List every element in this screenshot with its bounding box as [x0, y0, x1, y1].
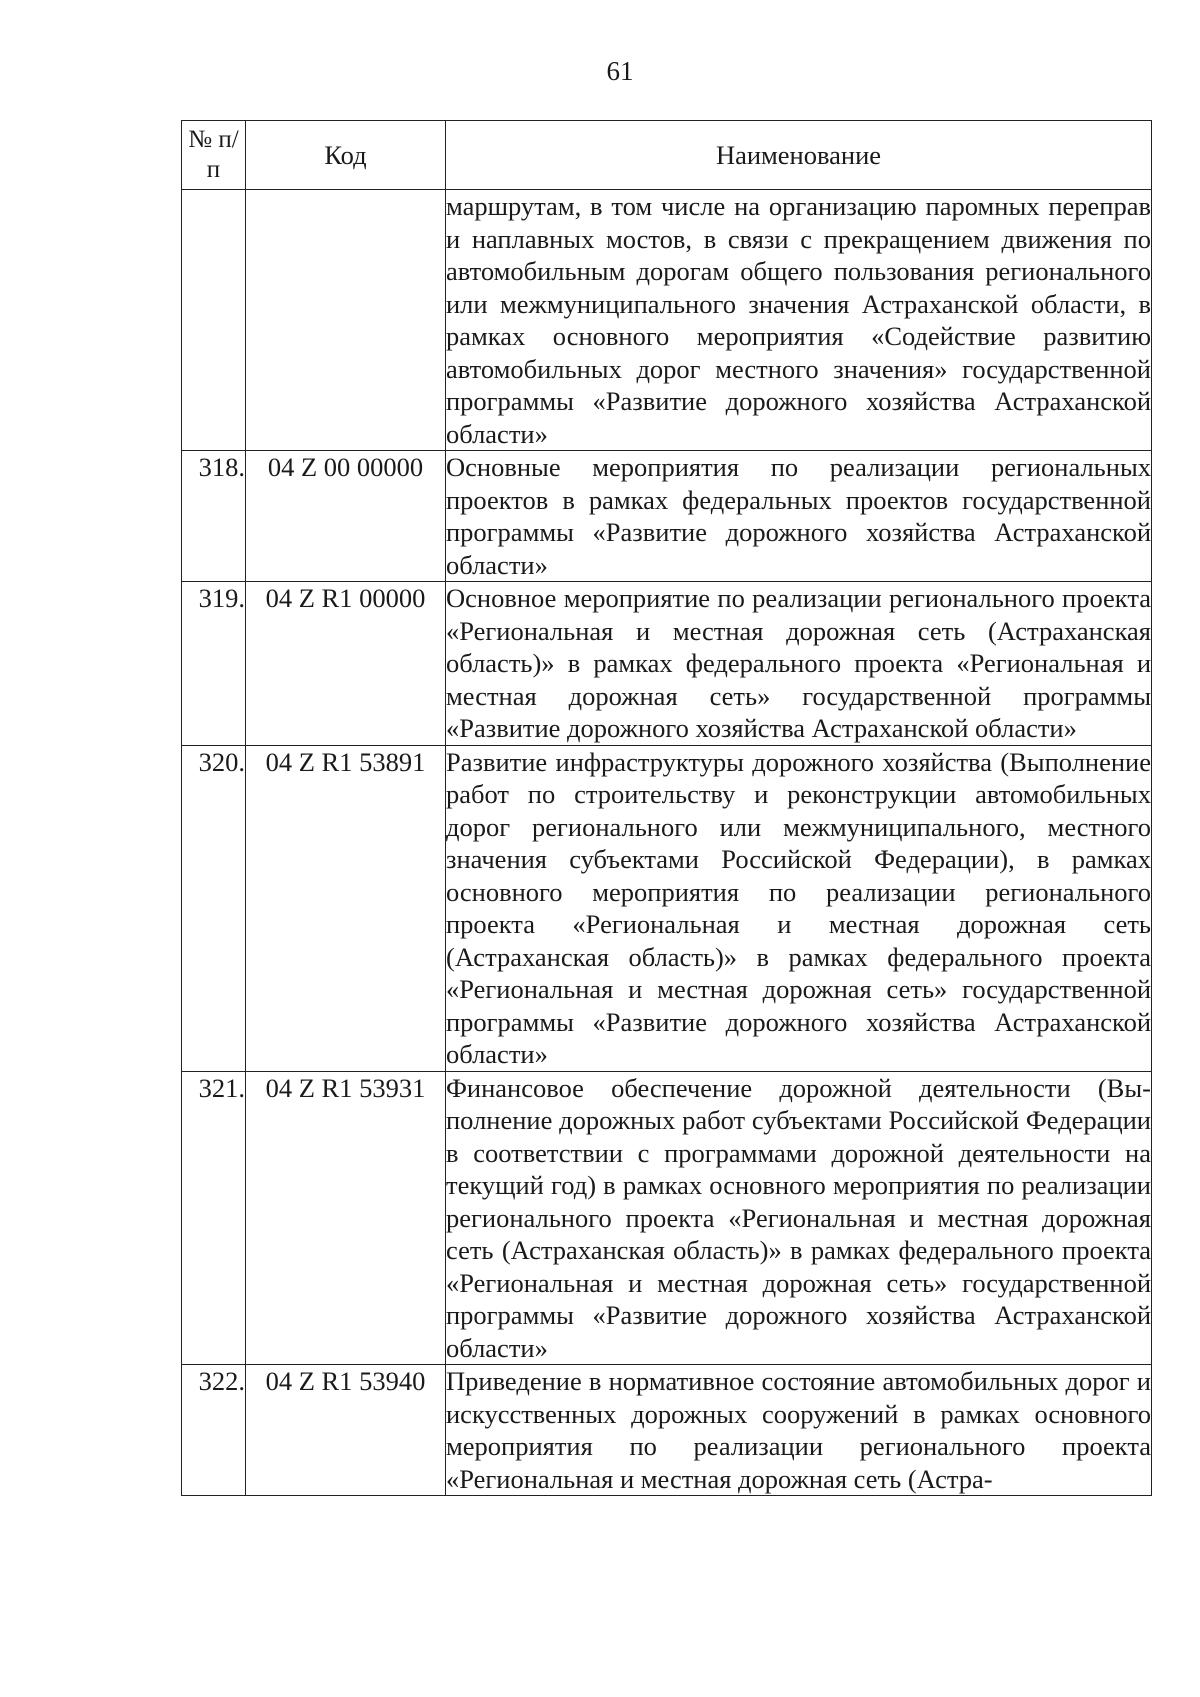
budget-code-table: [181, 120, 1152, 1496]
row-name: Финансовое обеспечение дорожной деятельности (Выполнение дорожных работ субъектами Российской Федерации в соответствии с программами дорожной деятельности на текущий год) в рамках основного мероприятия по реализации регионального проекта «Региональная и местная дорожная сеть (Астраханская область)» в рамках федерального проекта «Региональная и местная дорожная сеть» государственной программы «Развитие дорожного хозяйства Астраханской области»: [446, 1072, 1151, 1363]
row-name: Основные мероприятия по реализации региональных проектов в рамках федеральных проектов государственной программы «Развитие дорожного хозяйства Астраханской области»: [446, 452, 1151, 580]
header-name: Наименование: [446, 121, 1152, 190]
table-row: [182, 451, 1152, 582]
table-row: [182, 745, 1152, 1071]
row-number: 319.: [182, 582, 246, 746]
table-row: [182, 190, 1152, 451]
row-name: маршрутам, в том числе на организацию паромных переправ и наплавных мостов, в связи с прекращением движения по автомобильным дорогам общего пользования регионального или межмуниципального значения Астраханской области, в рамках основного мероприятия «Содействие развитию автомобильных дорог местного значения» государственной программы «Развитие дорожного хозяйства Астраханской области»: [446, 191, 1151, 449]
row-code: 04 Z R1 53940: [246, 1365, 446, 1496]
row-code: 04 Z R1 00000: [246, 582, 446, 746]
header-code: Код: [246, 121, 446, 190]
row-name: Развитие инфраструктуры дорожного хозяйства (Выполнение работ по строительству и реконструкции автомобильных дорог регионального или межмуниципального, местного значения субъектами Российской Федерации), в рамках основного мероприятия по реализации регионального проекта «Региональная и местная дорожная сеть (Астраханская область)» в рамках федерального проекта «Региональная и местная дорожная сеть» государственной программы «Развитие дорожного хозяйства Астраханской области»: [446, 746, 1151, 1069]
row-number: 318.: [182, 451, 246, 582]
row-code: [246, 190, 446, 451]
row-code: 04 Z R1 53931: [246, 1071, 446, 1365]
row-number: 321.: [182, 1071, 246, 1365]
row-code: 04 Z R1 53891: [246, 745, 446, 1071]
page-number: 61: [606, 56, 634, 86]
row-name: Основное мероприятие по реализации регионального проекта «Региональная и местная дорожная сеть (Астраханская область)» в рамках федерального проекта «Региональная и местная дорожная сеть» государственной программы «Развитие дорожного хозяйства Астраханской области»: [446, 583, 1151, 743]
row-number: 322.: [182, 1365, 246, 1496]
row-code: 04 Z 00 00000: [246, 451, 446, 582]
row-name: Приведение в нормативное состояние автомобильных дорог и искусственных дорожных сооружений в рамках основного мероприятия по реализации регионального проекта «Региональная и местная дорожная сеть (Астра-: [446, 1366, 1151, 1494]
header-num: № п/п: [182, 121, 246, 190]
table-header-row: [182, 121, 1152, 190]
row-number: 320.: [182, 745, 246, 1071]
row-number: [182, 190, 246, 451]
table-row: [182, 1365, 1152, 1496]
table-row: [182, 1071, 1152, 1365]
table-row: [182, 582, 1152, 746]
